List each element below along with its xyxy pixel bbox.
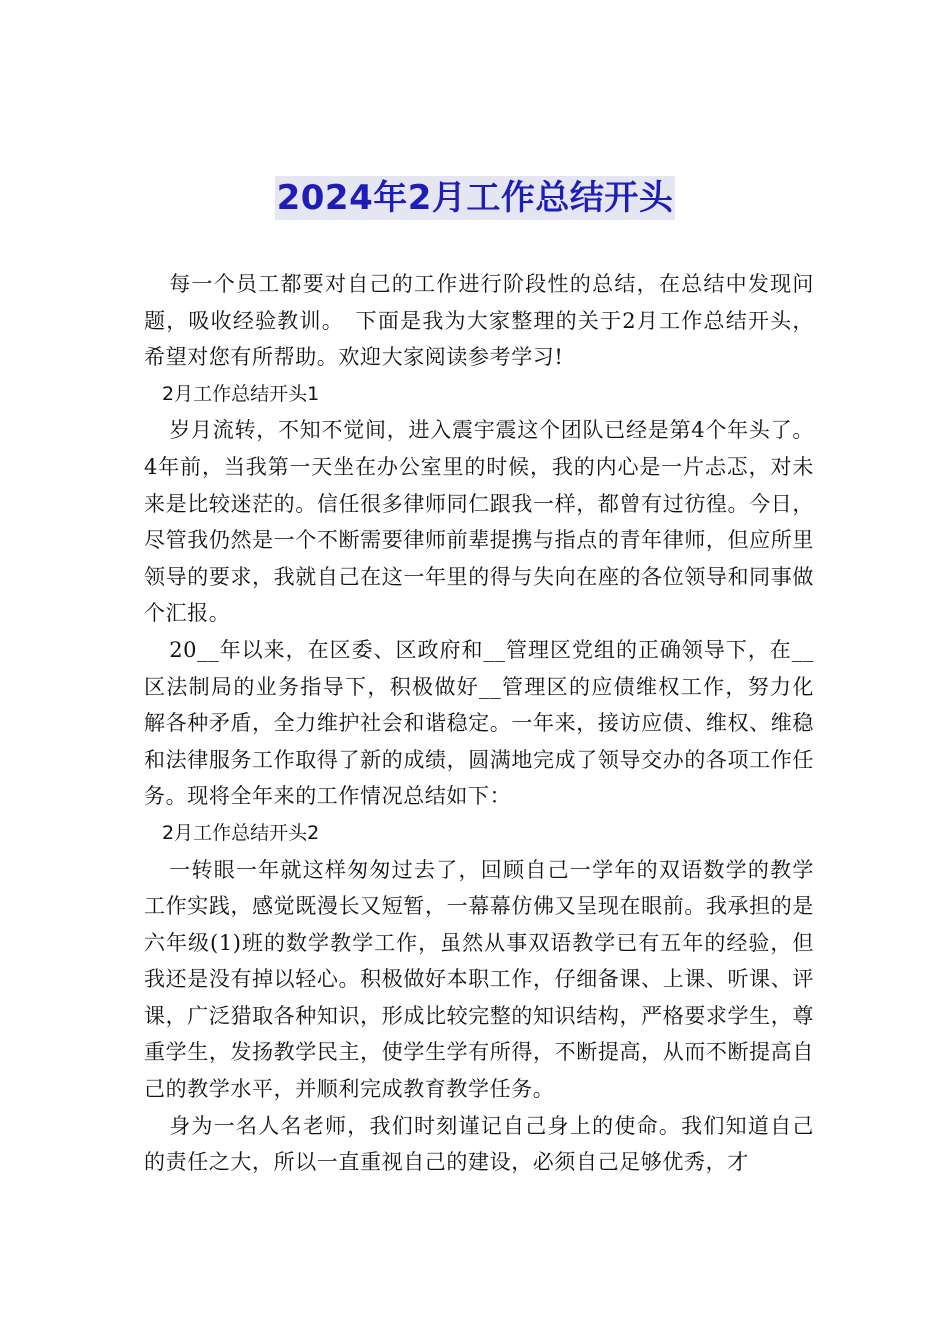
body-paragraph: 20__年以来，在区委、区政府和__管理区党组的正确领导下，在__区法制局的业务指导下，积极做好__管理区的应债维权工作，努力化解各种矛盾，全力维护社会和谐稳定。一年来，接访应债、维权、维稳和法律服务工作取得了新的成绩，圆满地完成了领导交办的各项工作任务。现将全年来的工作情况总结如下： [144,637,814,809]
section-heading-1: 2月工作总结开头1 [162,382,320,405]
body-paragraph: 一转眼一年就这样匆匆过去了，回顾自己一学年的双语数学的教学工作实践，感觉既漫长又短暂，一幕幕仿佛又呈现在眼前。我承担的是六年级(1)班的数学教学工作，虽然从事双语教学已有五年的经验，但我还是没有掉以轻心。积极做好本职工作，仔细备课、上课、听课、评课，广泛猎取各种知识，形成比较完整的知识结构，严格要求学生，尊重学生，发扬教学民主，使学生学有所得，不断提高，从而不断提高自己的教学水平，并顺利完成教育教学任务。 [144,857,814,1102]
intro-paragraph: 每一个员工都要对自己的工作进行阶段性的总结，在总结中发现问题，吸收经验教训。 下面是我为大家整理的关于2月工作总结开头，希望对您有所帮助。欢迎大家阅读参考学习! [144,272,814,370]
document-body [144,266,814,1181]
document-title: 2024年2月工作总结开头 [276,178,674,218]
body-paragraph: 身为一名人名老师，我们时刻谨记自己身上的使命。我们知道自己的责任之大，所以一直重视自己的建设，必须自己足够优秀，才 [144,1113,814,1175]
title-wrapper [0,176,950,220]
body-paragraph: 岁月流转，不知不觉间，进入震宇震这个团队已经是第4个年头了。4年前，当我第一天坐在办公室里的时候，我的内心是一片忐忑，对未来是比较迷茫的。信任很多律师同仁跟我一样，都曾有过彷徨。今日，尽管我仍然是一个不断需要律师前辈提携与指点的青年律师，但应所里领导的要求，我就自己在这一年里的得与失向在座的各位领导和同事做个汇报。 [144,418,814,626]
section-heading-2: 2月工作总结开头2 [162,821,320,844]
